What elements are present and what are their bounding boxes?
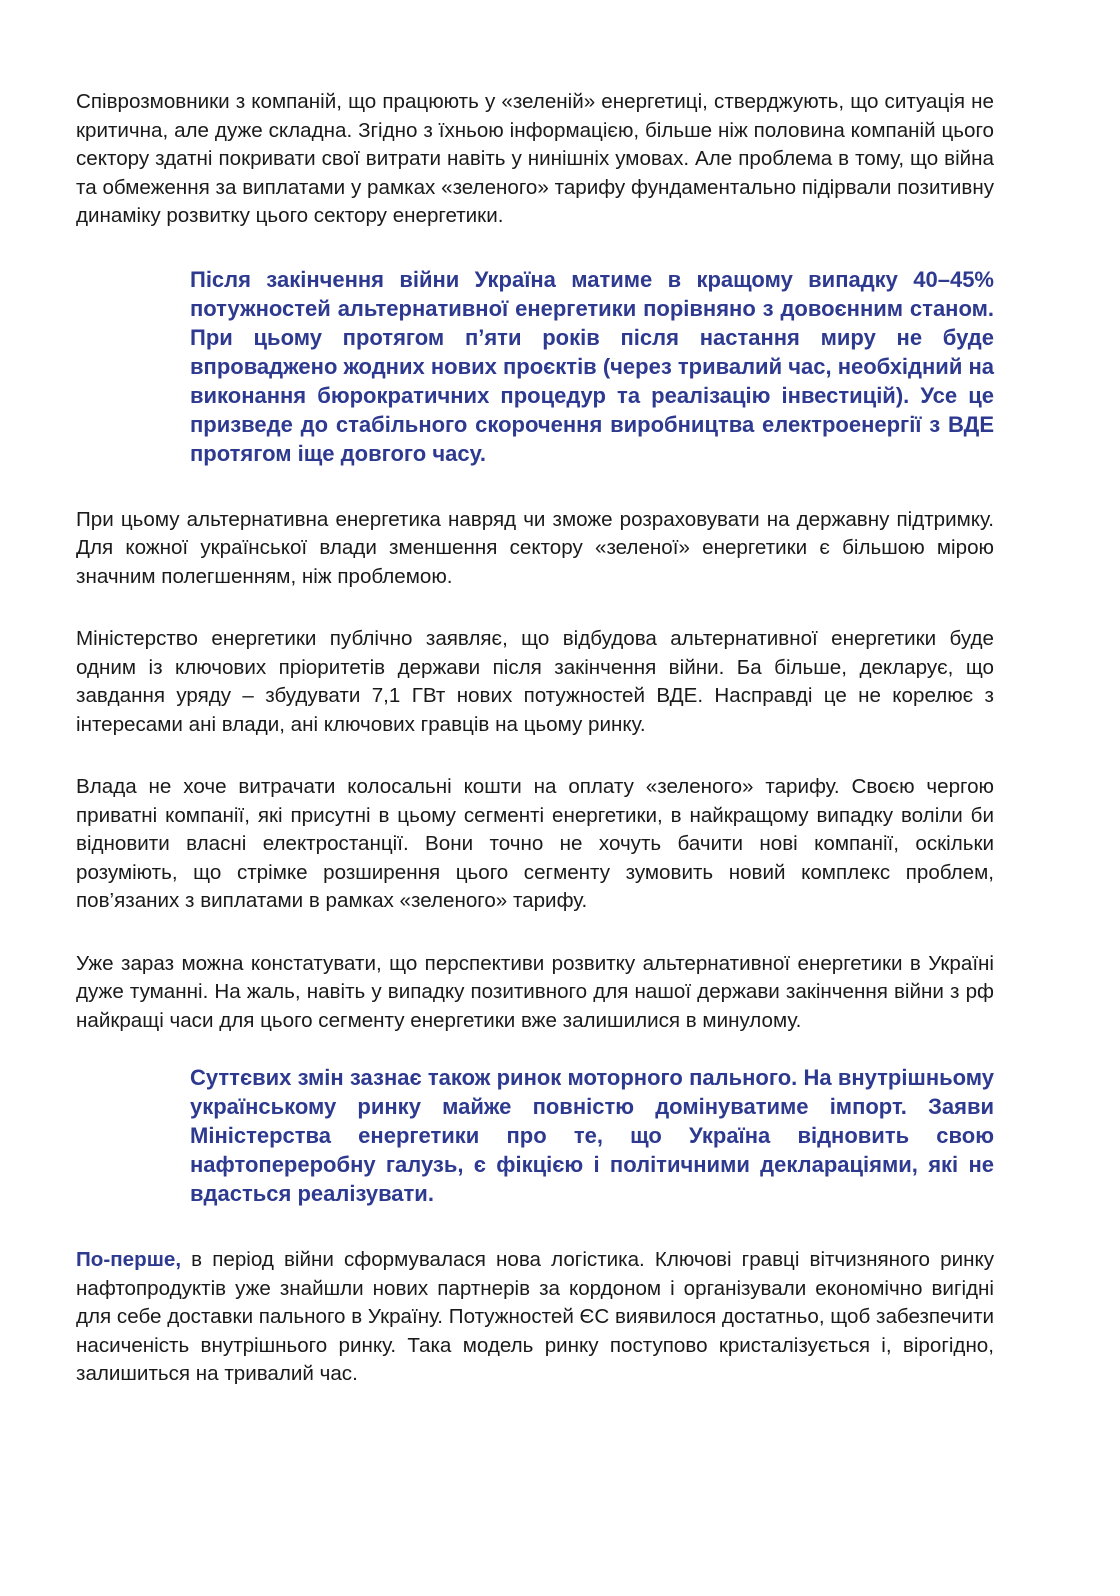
paragraph-state-support: При цьому альтернативна енергетика навряд чи зможе розраховувати на державну підтримку. Для кожної української влади зменшення сектору «зеленої» енергетики є більшою мірою значним полегшенням, ніж проблемою. bbox=[76, 507, 994, 588]
paragraph-green-tariff: Влада не хоче витрачати колосальні кошти на оплату «зеленого» тарифу. Своєю чергою приватні компанії, які присутні в цьому сегменті енергетики, в найкращому випадку воліли би відновити власні електростанції. Вони точно не хочуть бачити нові компанії, оскільки розуміють, що стрімке розширення цього сегменту зумовить новий комплекс проблем, пов’язаних з виплатами в рамках «зеленого» тарифу. bbox=[76, 775, 994, 912]
paragraph-logistics bbox=[76, 1246, 994, 1389]
paragraph-logistics-body: в період війни сформувалася нова логістика. Ключові гравці вітчизняного ринку нафтопродуктів уже знайшли нових партнерів за кордоном і організували економічно вигідні для себе доставки пального в Україну. Потужностей ЄС виявилося достатньо, щоб забезпечити насиченість внутрішнього ринку. Така модель ринку поступово кристалізується і, вірогідно, залишиться на тривалий час. bbox=[76, 1248, 994, 1385]
paragraph-lead-first: По-перше, bbox=[76, 1248, 182, 1271]
paragraph-outlook: Уже зараз можна констатувати, що перспективи розвитку альтернативної енергетики в Україні дуже туманні. На жаль, навіть у випадку позитивного для нашої держави закінчення війни з рф найкращі часи для цього сегменту енергетики вже залишилися в минулому. bbox=[76, 951, 994, 1032]
paragraph-green-energy-situation: Співрозмовники з компаній, що працюють у «зеленій» енергетиці, стверджують, що ситуація не критична, але дуже складна. Згідно з їхньою інформацією, більше ніж половина компаній цього сектору здатні покривати свої витрати навіть у нинішніх умовах. Але проблема в тому, що війна та обмеження за виплатами у рамках «зеленого» тарифу фундаментально підірвали позитивну динаміку розвитку цього сектору енергетики. bbox=[76, 90, 994, 227]
document-page bbox=[76, 88, 994, 1423]
callout-fuel-market: Суттєвих змін зазнає також ринок моторного пального. На внутрішньому українському ринку майже повністю домінуватиме імпорт. Заяви Міністерства енергетики про те, що Україна відновить свою нафтопереробну галузь, є фікцією і політичними деклараціями, які не вдасться реалізувати. bbox=[190, 1065, 994, 1206]
paragraph-ministry-statements: Міністерство енергетики публічно заявляє, що відбудова альтернативної енергетики буде одним із ключових пріоритетів держави після закінчення війни. Ба більше, декларує, що завдання уряду – збудувати 7,1 ГВт нових потужностей ВДЕ. Насправді це не корелює з інтересами ані влади, ані ключових гравців на цьому ринку. bbox=[76, 627, 994, 736]
callout-renewables-forecast: Після закінчення війни Україна матиме в кращому випадку 40–45% потужностей альтернативної енергетики порівняно з довоєнним станом. При цьому протягом п’яти років після настання миру не буде впроваджено жодних нових проєктів (через тривалий час, необхідний на виконання бюрократичних процедур та реалізацію інвестицій). Усе це призведе до стабільного скорочення виробництва електроенергії з ВДЕ протягом іще довгого часу. bbox=[190, 266, 994, 466]
